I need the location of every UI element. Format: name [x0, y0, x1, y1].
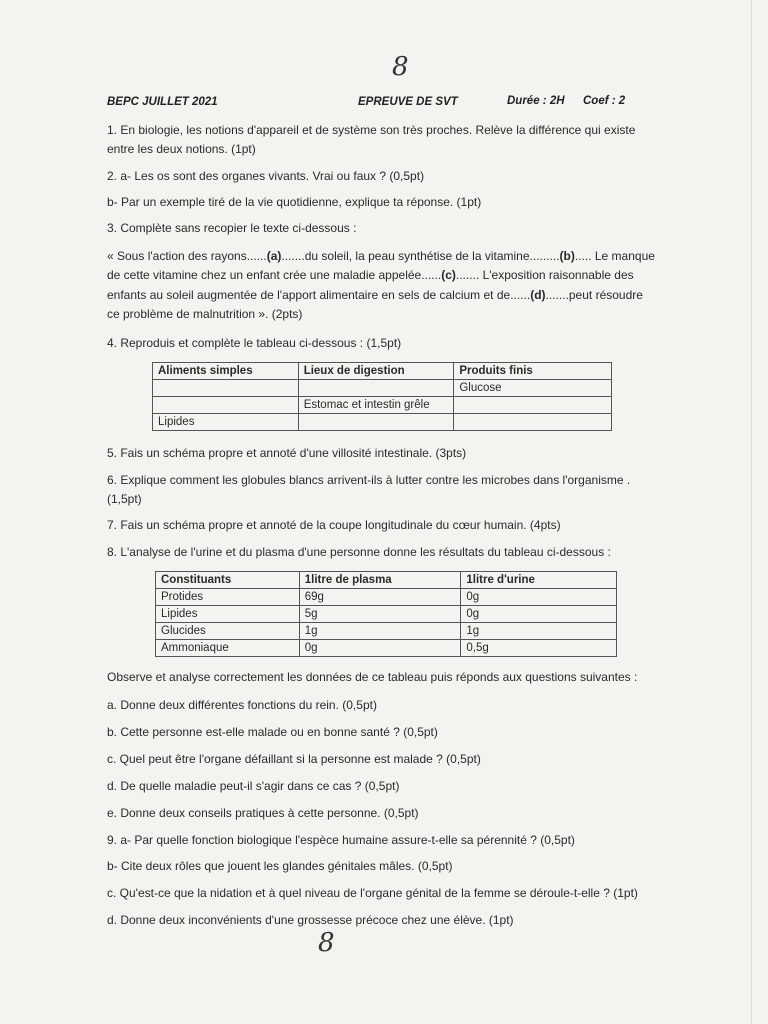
question-9b: b- Cite deux rôles que jouent les glandes génitales mâles. (0,5pt) [107, 859, 453, 873]
question-2a: 2. a- Les os sont des organes vivants. Vrai ou faux ? (0,5pt) [107, 169, 425, 183]
question-8e: e. Donne deux conseils pratiques à cette personne. (0,5pt) [107, 806, 419, 820]
table-row [153, 397, 612, 414]
question-3-text-line-3 [107, 286, 643, 305]
question-7: 7. Fais un schéma propre et annoté de la coupe longitudinale du cœur humain. (4pts) [107, 518, 561, 532]
question-8: 8. L'analyse de l'urine et du plasma d'une personne donne les résultats du tableau ci-dessous : [107, 545, 611, 559]
blank-a: (a) [266, 249, 282, 263]
table-row [156, 589, 617, 606]
question-3-text-line-1 [107, 247, 655, 266]
table-row [156, 623, 617, 640]
table-cell: Glucose [454, 380, 612, 397]
table-cell: Protides [156, 589, 300, 606]
table-header-cell: 1litre de plasma [299, 572, 461, 589]
table-cell: Lipides [156, 606, 300, 623]
table-cell: Glucides [156, 623, 300, 640]
page-edge [751, 0, 752, 1024]
table-header-cell: Constituants [156, 572, 300, 589]
q3-fragment: .......du soleil, la peau synthétise de la vitamine......... [281, 249, 560, 263]
table-cell: 69g [299, 589, 461, 606]
handwritten-mark-top: 8 [392, 52, 409, 82]
question-9d: d. Donne deux inconvénients d'une grossesse précoce chez une élève. (1pt) [107, 913, 514, 927]
table-header-row [153, 363, 612, 380]
question-9c: c. Qu'est-ce que la nidation et à quel niveau de l'organe génital de la femme se déroule-t-elle ? (1pt) [107, 886, 638, 900]
table-header-cell: Produits finis [454, 363, 612, 380]
question-6-line-2: (1,5pt) [107, 492, 142, 506]
exam-coef: Coef : 2 [583, 95, 626, 107]
table-header-cell: 1litre d'urine [461, 572, 617, 589]
question-3-text-line-4: ce problème de malnutrition ». (2pts) [107, 307, 303, 321]
question-1-line-1: 1. En biologie, les notions d'appareil et de système son très proches. Relève la différence qui existe [107, 123, 636, 137]
blank-b: (b) [559, 249, 575, 263]
exam-session: BEPC JUILLET 2021 [107, 96, 218, 108]
question-8b: b. Cette personne est-elle malade ou en bonne santé ? (0,5pt) [107, 725, 438, 739]
observe-instruction: Observe et analyse correctement les données de ce tableau puis réponds aux questions suivantes : [107, 670, 638, 684]
table-cell: Estomac et intestin grêle [298, 397, 454, 414]
question-2b: b- Par un exemple tiré de la vie quotidienne, explique ta réponse. (1pt) [107, 195, 482, 209]
q3-fragment: « Sous l'action des rayons...... [107, 249, 267, 263]
table-cell [454, 397, 612, 414]
q3-fragment: ....... L'exposition raisonnable des [455, 268, 634, 282]
urine-plasma-table [155, 571, 617, 657]
exam-duration: Durée : 2H [507, 95, 565, 107]
table-cell: 1g [299, 623, 461, 640]
table-row [153, 414, 612, 431]
handwritten-mark-bottom: 8 [318, 928, 335, 958]
question-3-text-line-2 [107, 266, 634, 285]
table-cell: 0g [461, 589, 617, 606]
question-4: 4. Reproduis et complète le tableau ci-dessous : (1,5pt) [107, 336, 402, 350]
table-cell: 0g [461, 606, 617, 623]
digestion-table [152, 362, 612, 431]
table-cell [298, 380, 454, 397]
table-row [156, 606, 617, 623]
question-3-intro: 3. Complète sans recopier le texte ci-dessous : [107, 221, 357, 235]
blank-d: (d) [530, 288, 546, 302]
question-9a: 9. a- Par quelle fonction biologique l'espèce humaine assure-t-elle sa pérennité ? (0,5pt) [107, 833, 575, 847]
table-row [156, 640, 617, 657]
table-cell [153, 397, 299, 414]
exam-subject: EPREUVE DE SVT [358, 96, 458, 108]
q3-fragment: enfants au soleil augmentée de l'apport alimentaire en sels de calcium et de...... [107, 288, 531, 302]
question-8d: d. De quelle maladie peut-il s'agir dans ce cas ? (0,5pt) [107, 779, 400, 793]
q3-fragment: ..... Le manque [574, 249, 655, 263]
blank-c: (c) [441, 268, 456, 282]
table-cell: Lipides [153, 414, 299, 431]
q3-fragment: .......peut résoudre [545, 288, 643, 302]
question-6-line-1: 6. Explique comment les globules blancs arrivent-ils à lutter contre les microbes dans l'organisme . [107, 473, 631, 487]
table-cell: 5g [299, 606, 461, 623]
table-cell: 0g [299, 640, 461, 657]
table-cell [298, 414, 454, 431]
table-header-row [156, 572, 617, 589]
question-8c: c. Quel peut être l'organe défaillant si la personne est malade ? (0,5pt) [107, 752, 481, 766]
table-cell: 0,5g [461, 640, 617, 657]
table-cell [454, 414, 612, 431]
question-5: 5. Fais un schéma propre et annoté d'une villosité intestinale. (3pts) [107, 446, 467, 460]
table-header-cell: Lieux de digestion [298, 363, 454, 380]
table-row [153, 380, 612, 397]
question-1-line-2: entre les deux notions. (1pt) [107, 142, 256, 156]
table-cell: Ammoniaque [156, 640, 300, 657]
table-cell: 1g [461, 623, 617, 640]
question-8a: a. Donne deux différentes fonctions du rein. (0,5pt) [107, 698, 377, 712]
q3-fragment: de cette vitamine chez un enfant crée une maladie appelée...... [107, 268, 442, 282]
table-header-cell: Aliments simples [153, 363, 299, 380]
table-cell [153, 380, 299, 397]
